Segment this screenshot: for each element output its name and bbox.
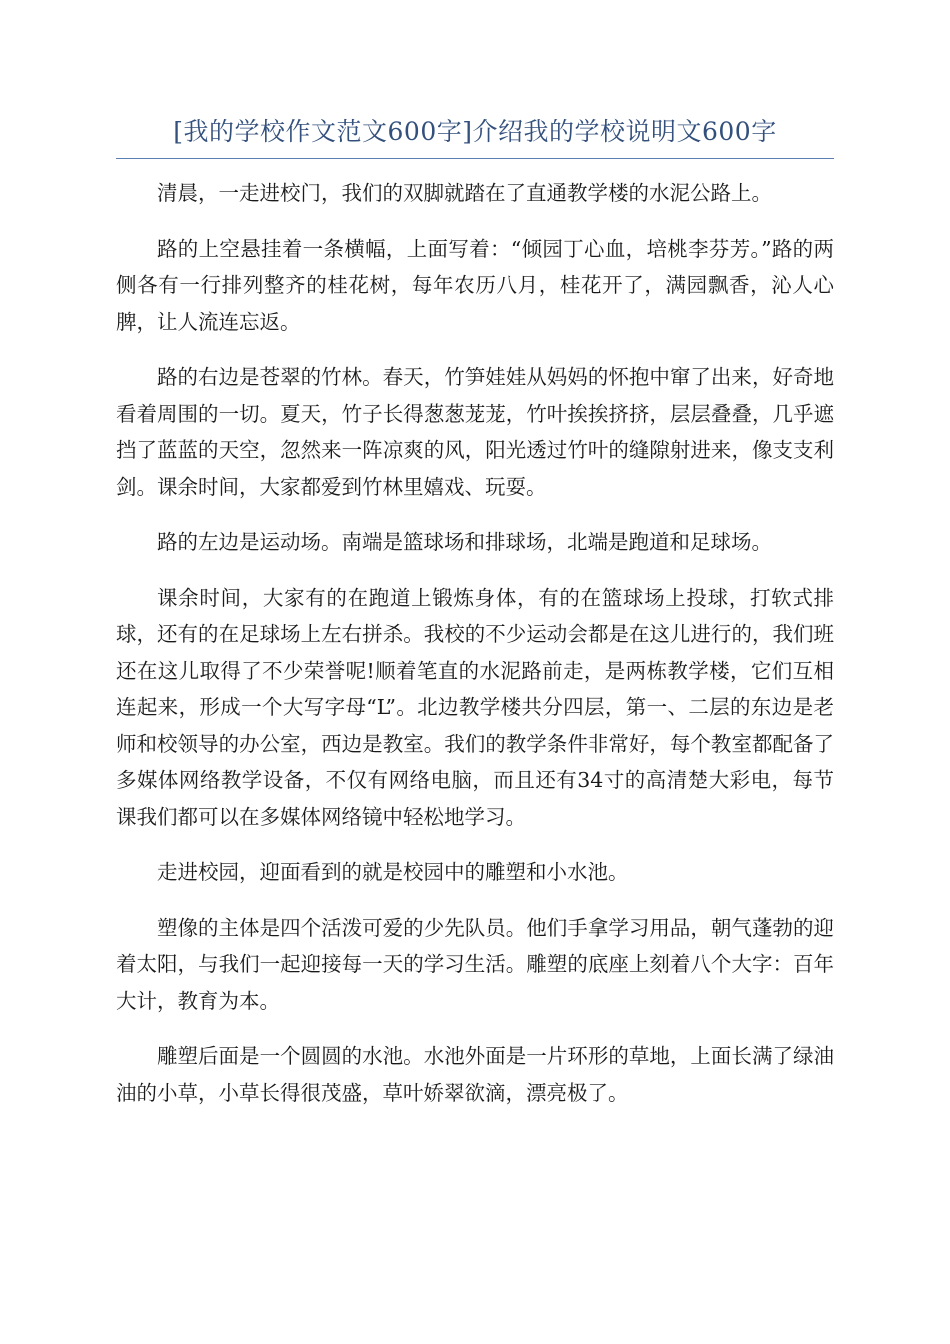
paragraph: 路的右边是苍翠的竹林。春天，竹笋娃娃从妈妈的怀抱中窜了出来，好奇地看着周围的一切。夏天，竹子长得葱葱茏茏，竹叶挨挨挤挤，层层叠叠，几乎遮挡了蓝蓝的天空，忽然来一阵凉爽的风，阳光透过竹叶的缝隙射进来，像支支利剑。课余时间，大家都爱到竹林里嬉戏、玩耍。 [116, 365, 834, 499]
title-underline [116, 112, 834, 159]
paragraph: 路的左边是运动场。南端是篮球场和排球场，北端是跑道和足球场。 [157, 530, 772, 554]
paragraph: 清晨，一走进校门，我们的双脚就踏在了直通教学楼的水泥公路上。 [157, 181, 772, 205]
paragraph: 雕塑后面是一个圆圆的水池。水池外面是一片环形的草地，上面长满了绿油油的小草，小草长得很茂盛，草叶娇翠欲滴，漂亮极了。 [116, 1044, 834, 1105]
paragraph: 课余时间，大家有的在跑道上锻炼身体，有的在篮球场上投球，打软式排球，还有的在足球场上左右拼杀。我校的不少运动会都是在这儿进行的，我们班还在这儿取得了不少荣誉呢!顺着笔直的水泥路前走，是两栋教学楼，它们互相连起来，形成一个大写字母“L”。北边教学楼共分四层，第一、二层的东边是老师和校领导的办公室，西边是教室。我们的教学条件非常好，每个教室都配备了多媒体网络教学设备，不仅有网络电脑，而且还有34寸的高清楚大彩电，每节课我们都可以在多媒体网络镜中轻松地学习。 [116, 585, 834, 829]
paragraph: 塑像的主体是四个活泼可爱的少先队员。他们手拿学习用品，朝气蓬勃的迎着太阳，与我们一起迎接每一天的学习生活。雕塑的底座上刻着八个大字：百年大计，教育为本。 [116, 915, 834, 1013]
paragraph: 路的上空悬挂着一条横幅，上面写着：“倾园丁心血，培桃李芬芳。”路的两侧各有一行排列整齐的桂花树，每年农历八月，桂花开了，满园飘香，沁人心脾，让人流连忘返。 [116, 236, 834, 334]
paragraph: 走进校园，迎面看到的就是校园中的雕塑和小水池。 [157, 860, 629, 884]
document-body [116, 175, 834, 1130]
document-title: [我的学校作文范文600字]介绍我的学校说明文600字 [173, 117, 777, 146]
